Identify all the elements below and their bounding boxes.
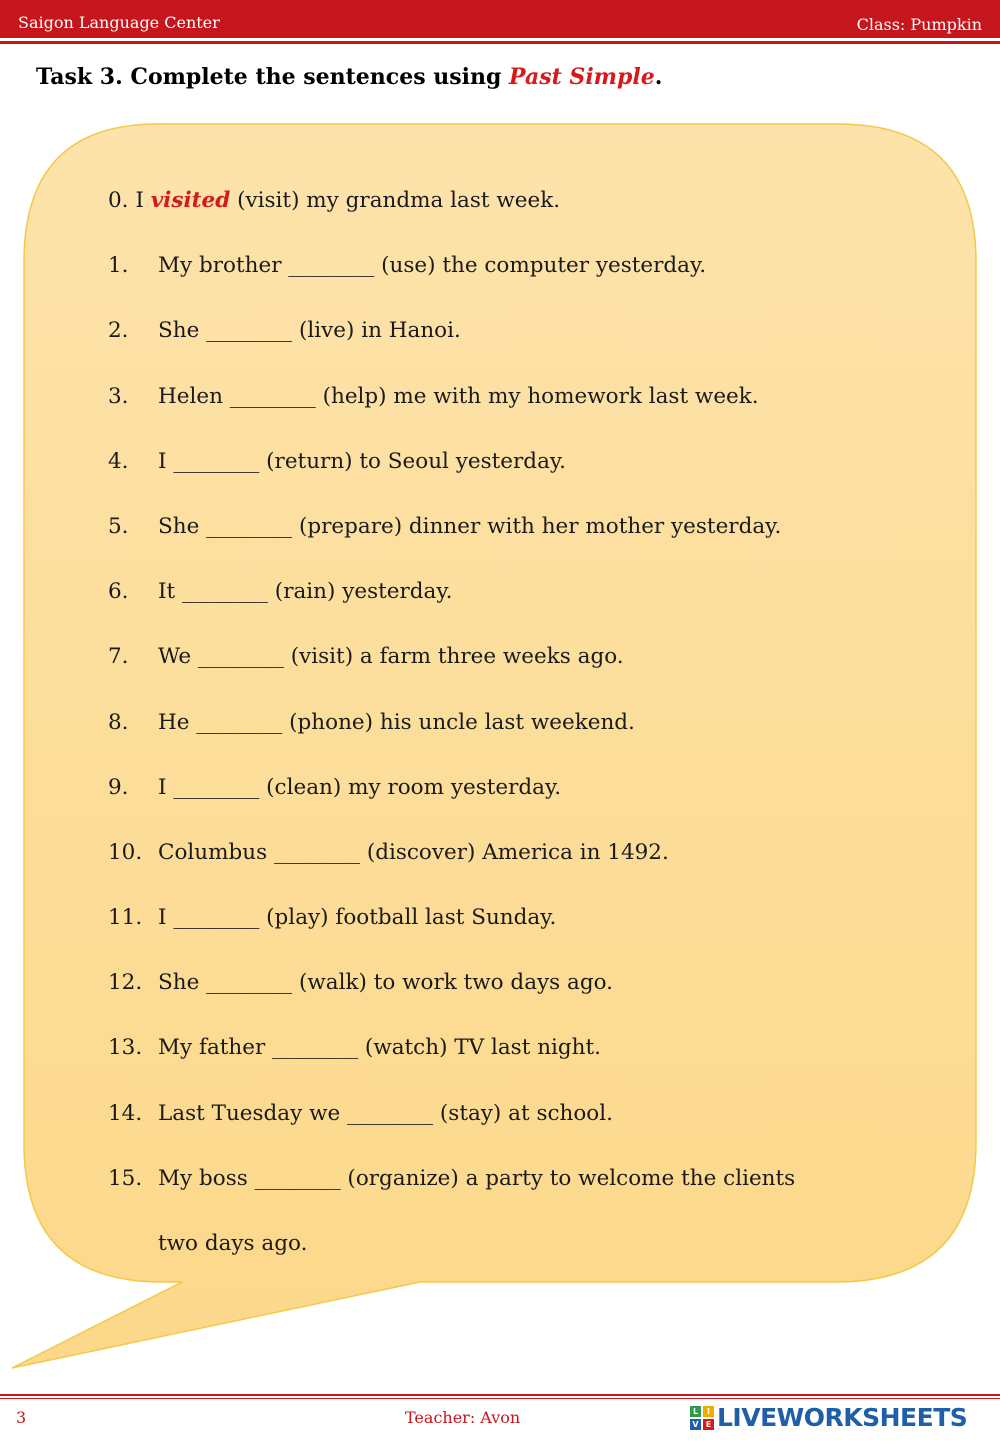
item-number: 10. (108, 839, 143, 865)
item-number: 1. (108, 253, 129, 279)
liveworksheets-logo[interactable] (690, 1403, 967, 1432)
list-item (108, 1146, 928, 1211)
list-item (108, 298, 928, 363)
exercise-list (108, 168, 928, 1276)
item-number: 5. (108, 513, 129, 539)
task-title-suffix: . (654, 64, 663, 90)
item-number: 6. (108, 579, 129, 605)
list-item (108, 233, 928, 298)
list-item (108, 624, 928, 689)
item-sentence[interactable]: I ________ (clean) my room yesterday. (158, 774, 562, 800)
list-item (108, 690, 928, 755)
item-number: 3. (108, 383, 129, 409)
item-number: 12. (108, 970, 143, 996)
item-number: 14. (108, 1100, 143, 1126)
logo-mark-letter-2: I (703, 1406, 714, 1417)
list-item (108, 429, 928, 494)
example-number: 0. I (108, 188, 144, 213)
list-item (108, 1081, 928, 1146)
example-sentence (108, 168, 560, 233)
item-number: 8. (108, 709, 129, 735)
list-item (108, 559, 928, 624)
list-item (108, 950, 928, 1015)
item-sentence[interactable]: I ________ (play) football last Sunday. (158, 905, 557, 931)
logo-text: LIVEWORKSHEETS (717, 1403, 968, 1432)
item-sentence[interactable]: She ________ (live) in Hanoi. (158, 318, 461, 344)
item-sentence[interactable]: My boss ________ (organize) a party to welcome the clients (158, 1165, 796, 1191)
item-number: 13. (108, 1035, 143, 1061)
example-answer: visited (150, 188, 231, 213)
example-row (108, 168, 928, 233)
item-number: 15. (108, 1165, 143, 1191)
item-number: 11. (108, 905, 143, 931)
logo-mark-letter-3: V (690, 1419, 701, 1430)
teacher-name: Teacher: Avon (405, 1408, 521, 1427)
item-sentence[interactable]: My father ________ (watch) TV last night. (158, 1035, 601, 1061)
item-sentence[interactable]: She ________ (walk) to work two days ago. (158, 970, 614, 996)
footer-divider (0, 1394, 1000, 1396)
item-15-continuation: two days ago. (158, 1231, 308, 1256)
list-item (108, 820, 928, 885)
item-sentence[interactable]: We ________ (visit) a farm three weeks ago. (158, 644, 624, 670)
item-sentence[interactable]: My brother ________ (use) the computer yesterday. (158, 253, 707, 279)
item-sentence[interactable]: I ________ (return) to Seoul yesterday. (158, 448, 567, 474)
list-item (108, 494, 928, 559)
item-sentence[interactable]: It ________ (rain) yesterday. (158, 579, 453, 605)
list-item (108, 755, 928, 820)
task-title-emphasis: Past Simple (509, 64, 655, 90)
school-name: Saigon Language Center (18, 13, 220, 32)
item-sentence[interactable]: Last Tuesday we ________ (stay) at school. (158, 1100, 613, 1126)
item-sentence[interactable]: Helen ________ (help) me with my homework last week. (158, 383, 759, 409)
example-rest: (visit) my grandma last week. (237, 188, 561, 213)
item-sentence[interactable]: He ________ (phone) his uncle last weekend. (158, 709, 635, 735)
logo-mark-icon (690, 1406, 714, 1430)
logo-mark-letter-1: L (690, 1406, 701, 1417)
logo-mark-letter-4: E (703, 1419, 714, 1430)
item-number: 2. (108, 318, 129, 344)
list-item (108, 364, 928, 429)
list-item (108, 1015, 928, 1080)
footer-divider-thin (0, 1398, 1000, 1399)
page-number: 3 (16, 1408, 27, 1427)
item-number: 4. (108, 448, 129, 474)
item-number: 9. (108, 774, 129, 800)
item-sentence[interactable]: She ________ (prepare) dinner with her mother yesterday. (158, 513, 782, 539)
class-label: Class: Pumpkin (856, 15, 982, 34)
item-number: 7. (108, 644, 129, 670)
item-sentence[interactable]: Columbus ________ (discover) America in 1492. (158, 839, 669, 865)
list-item (108, 885, 928, 950)
list-item-continuation (108, 1211, 928, 1276)
task-title-prefix: Task 3. Complete the sentences using (36, 64, 510, 90)
